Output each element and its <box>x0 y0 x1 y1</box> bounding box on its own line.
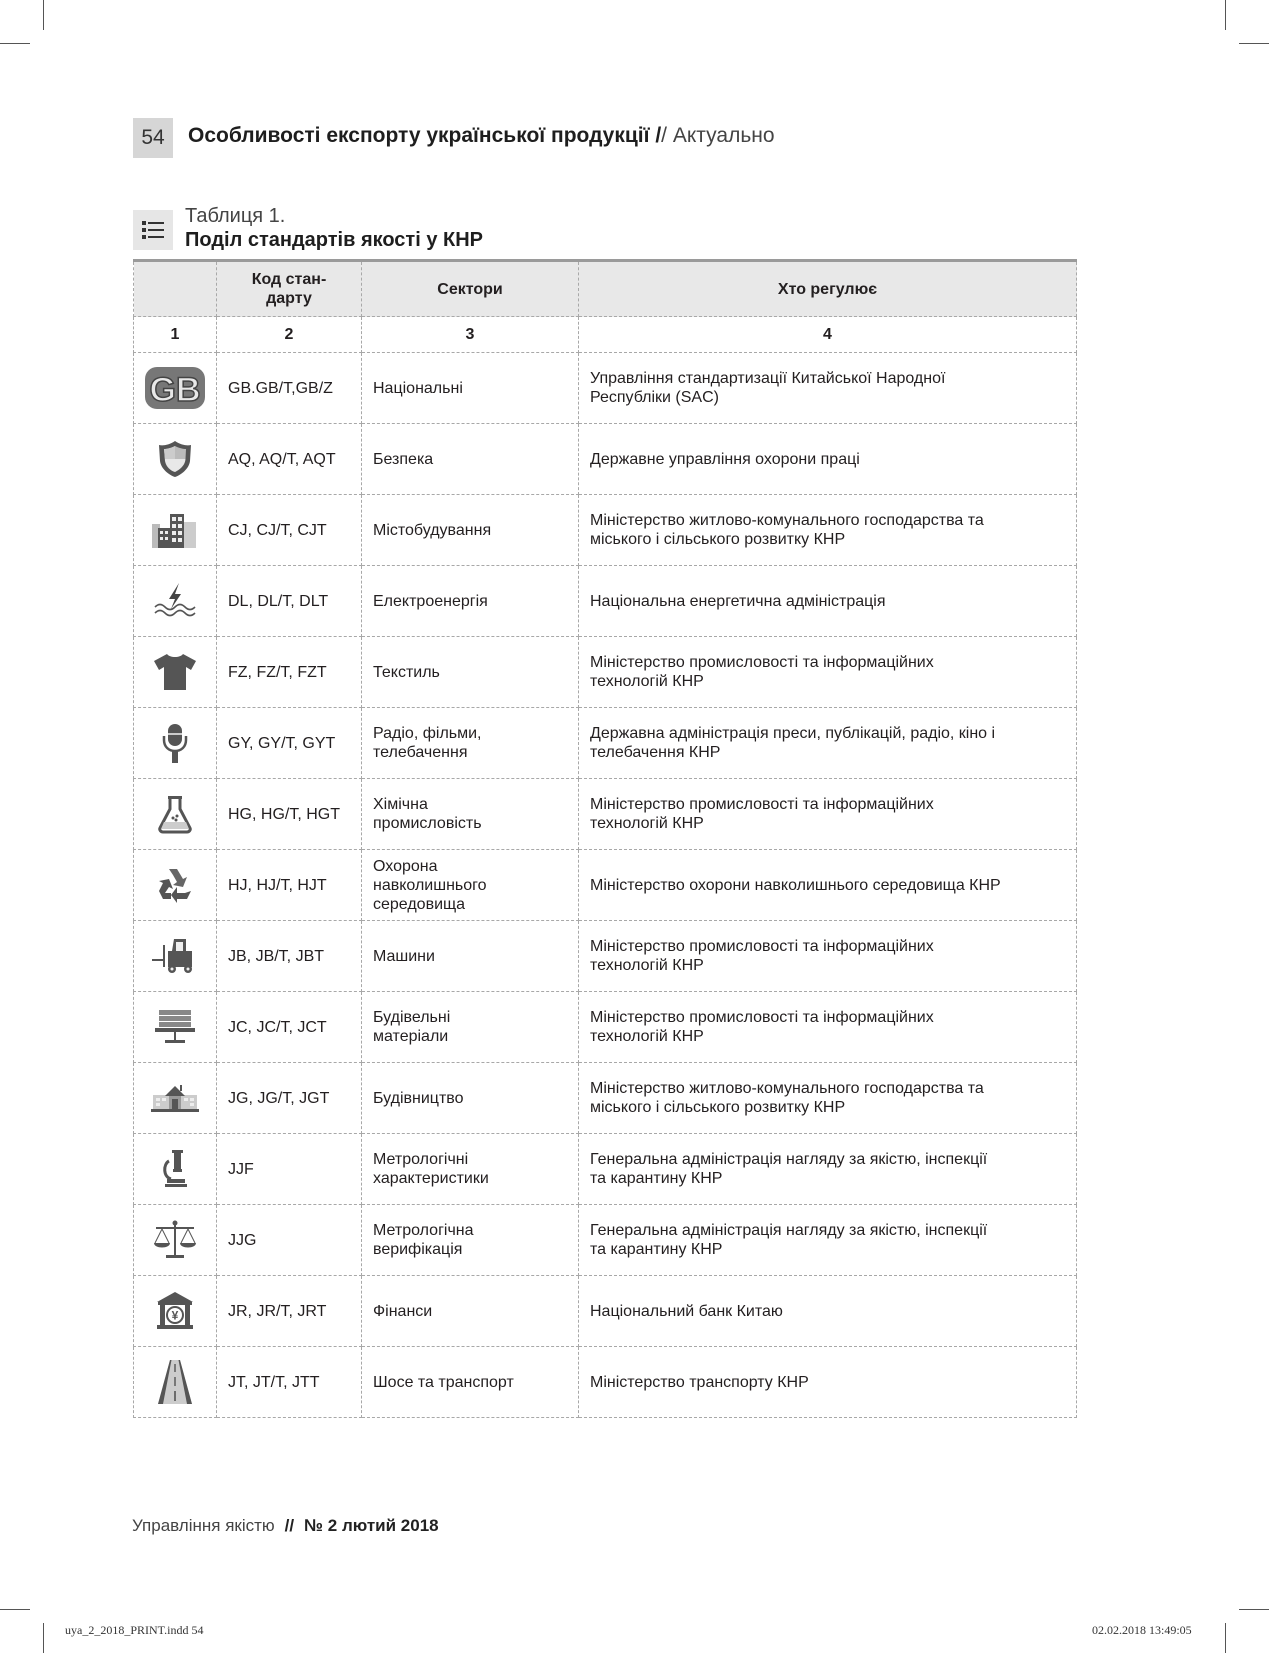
crop-mark <box>43 0 44 30</box>
column-header-icon <box>134 261 217 317</box>
standard-code: AQ, AQ/T, AQT <box>217 424 362 495</box>
page-number: 54 <box>133 118 173 158</box>
regulator-name: Державна адміністрація преси, публікацій, радіо, кіно і телебачення КНР <box>579 708 1077 779</box>
column-number: 4 <box>579 317 1077 353</box>
shield-icon <box>157 450 193 467</box>
table-row <box>134 921 1077 992</box>
regulator-name: Міністерство промисловості та інформаційних технологій КНР <box>579 921 1077 992</box>
sector-icon-cell <box>134 1134 217 1205</box>
sector-icon-cell <box>134 850 217 921</box>
standard-code: JC, JC/T, JCT <box>217 992 362 1063</box>
regulator-name: Міністерство транспорту КНР <box>579 1347 1077 1418</box>
table-row <box>134 850 1077 921</box>
city-buildings-icon <box>152 521 198 538</box>
sector-name: Будівництво <box>362 1063 579 1134</box>
sector-name: Безпека <box>362 424 579 495</box>
sector-name: Національні <box>362 353 579 424</box>
sector-icon-cell <box>134 566 217 637</box>
sector-icon-cell <box>134 637 217 708</box>
standard-code: DL, DL/T, DLT <box>217 566 362 637</box>
article-title: Особливості експорту української продукції / <box>188 124 662 147</box>
regulator-name: Міністерство житлово-комунального господарства та міського і сільського розвитку КНР <box>579 1063 1077 1134</box>
sector-icon-cell <box>134 1063 217 1134</box>
sector-icon-cell <box>134 992 217 1063</box>
microphone-icon <box>160 734 190 751</box>
slug-filename: uya_2_2018_PRINT.indd 54 <box>65 1623 204 1637</box>
regulator-name: Національний банк Китаю <box>579 1276 1077 1347</box>
standard-code: FZ, FZ/T, FZT <box>217 637 362 708</box>
sector-icon-cell <box>134 1276 217 1347</box>
flask-icon <box>157 805 193 822</box>
crop-mark <box>0 1609 30 1610</box>
sector-icon-cell <box>134 353 217 424</box>
crop-mark <box>1239 1609 1269 1610</box>
table-row <box>134 1276 1077 1347</box>
sector-name: Шосе та транспорт <box>362 1347 579 1418</box>
svg-text:¥: ¥ <box>171 1308 179 1323</box>
bank-yuan-icon <box>155 1302 195 1323</box>
table-row <box>134 566 1077 637</box>
lightning-water-icon <box>153 592 197 609</box>
sector-name: Радіо, фільми, телебачення <box>362 708 579 779</box>
column-header-code: Код стан-дарту <box>217 261 362 317</box>
sector-icon-cell <box>134 424 217 495</box>
sector-icon-cell <box>134 1347 217 1418</box>
standard-code: HG, HG/T, HGT <box>217 779 362 850</box>
regulator-name: Генеральна адміністрація нагляду за якістю, інспекції та карантину КНР <box>579 1205 1077 1276</box>
table-header-row <box>134 261 1077 317</box>
column-number: 1 <box>134 317 217 353</box>
table-row <box>134 424 1077 495</box>
table-row <box>134 637 1077 708</box>
column-number: 2 <box>217 317 362 353</box>
regulator-name: Національна енергетична адміністрація <box>579 566 1077 637</box>
column-numbers-row <box>134 317 1077 353</box>
table-row <box>134 1134 1077 1205</box>
crop-mark <box>43 1623 44 1653</box>
section-name: / Актуально <box>661 124 775 147</box>
gb-logo-icon <box>144 371 206 409</box>
tshirt-icon <box>153 663 197 680</box>
sector-name: Хімічна промисловість <box>362 779 579 850</box>
scales-icon <box>152 1231 198 1248</box>
issue-info: № 2 лютий 2018 <box>304 1516 439 1535</box>
list-icon <box>133 210 173 250</box>
table-row <box>134 353 1077 424</box>
table-row <box>134 779 1077 850</box>
table-row <box>134 992 1077 1063</box>
standard-code: CJ, CJ/T, CJT <box>217 495 362 566</box>
sector-name: Містобудування <box>362 495 579 566</box>
building-materials-icon <box>153 1018 197 1035</box>
sector-name: Машини <box>362 921 579 992</box>
crop-mark <box>1225 1623 1226 1653</box>
regulator-name: Міністерство промисловості та інформаційних технологій КНР <box>579 992 1077 1063</box>
sector-name: Охорона навколишнього середовища <box>362 850 579 921</box>
table-row <box>134 1063 1077 1134</box>
sector-icon-cell <box>134 779 217 850</box>
table-caption <box>185 204 483 252</box>
sector-name: Текстиль <box>362 637 579 708</box>
regulator-name: Міністерство охорони навколишнього середовища КНР <box>579 850 1077 921</box>
sector-icon-cell <box>134 495 217 566</box>
footer-separator: // <box>284 1516 295 1535</box>
running-header <box>188 124 775 148</box>
sector-name: Фінанси <box>362 1276 579 1347</box>
crop-mark <box>0 43 30 44</box>
table-row <box>134 1347 1077 1418</box>
regulator-name: Міністерство промисловості та інформаційних технологій КНР <box>579 779 1077 850</box>
regulator-name: Міністерство житлово-комунального господарства та міського і сільського розвитку КНР <box>579 495 1077 566</box>
sector-name: Метрологічна верифікація <box>362 1205 579 1276</box>
column-number: 3 <box>362 317 579 353</box>
crop-mark <box>1239 43 1269 44</box>
recycle-icon <box>155 876 195 893</box>
crop-mark <box>1225 0 1226 30</box>
forklift-icon <box>152 947 198 964</box>
standard-code: JB, JB/T, JBT <box>217 921 362 992</box>
table-row <box>134 708 1077 779</box>
regulator-name: Державне управління охорони праці <box>579 424 1077 495</box>
standard-code: GY, GY/T, GYT <box>217 708 362 779</box>
sector-icon-cell <box>134 708 217 779</box>
sector-icon-cell <box>134 1205 217 1276</box>
page-footer <box>132 1516 439 1536</box>
table-row <box>134 495 1077 566</box>
microscope-icon <box>159 1160 191 1177</box>
road-icon <box>156 1373 194 1390</box>
standard-code: JT, JT/T, JTT <box>217 1347 362 1418</box>
standard-code: JJF <box>217 1134 362 1205</box>
svg-text:GB: GB <box>149 371 201 409</box>
table-label: Таблиця 1. <box>185 205 286 227</box>
standards-table <box>133 259 1077 1418</box>
house-icon <box>151 1089 199 1106</box>
sector-name: Метрологічні характеристики <box>362 1134 579 1205</box>
regulator-name: Генеральна адміністрація нагляду за якістю, інспекції та карантину КНР <box>579 1134 1077 1205</box>
sector-icon-cell <box>134 921 217 992</box>
standard-code: HJ, HJ/T, HJT <box>217 850 362 921</box>
standard-code: JR, JR/T, JRT <box>217 1276 362 1347</box>
table-title: Поділ стандартів якості у КНР <box>185 229 484 251</box>
table-row <box>134 1205 1077 1276</box>
sector-name: Будівельні матеріали <box>362 992 579 1063</box>
standard-code: JG, JG/T, JGT <box>217 1063 362 1134</box>
standard-code: JJG <box>217 1205 362 1276</box>
slug-timestamp: 02.02.2018 13:49:05 <box>1092 1623 1192 1637</box>
standard-code: GB.GB/T,GB/Z <box>217 353 362 424</box>
sector-name: Електроенергія <box>362 566 579 637</box>
regulator-name: Міністерство промисловості та інформаційних технологій КНР <box>579 637 1077 708</box>
magazine-name: Управління якістю <box>132 1516 275 1535</box>
regulator-name: Управління стандартизації Китайської Народної Республіки (SAC) <box>579 353 1077 424</box>
column-header-regulator: Хто регулює <box>579 261 1077 317</box>
column-header-sectors: Сектори <box>362 261 579 317</box>
